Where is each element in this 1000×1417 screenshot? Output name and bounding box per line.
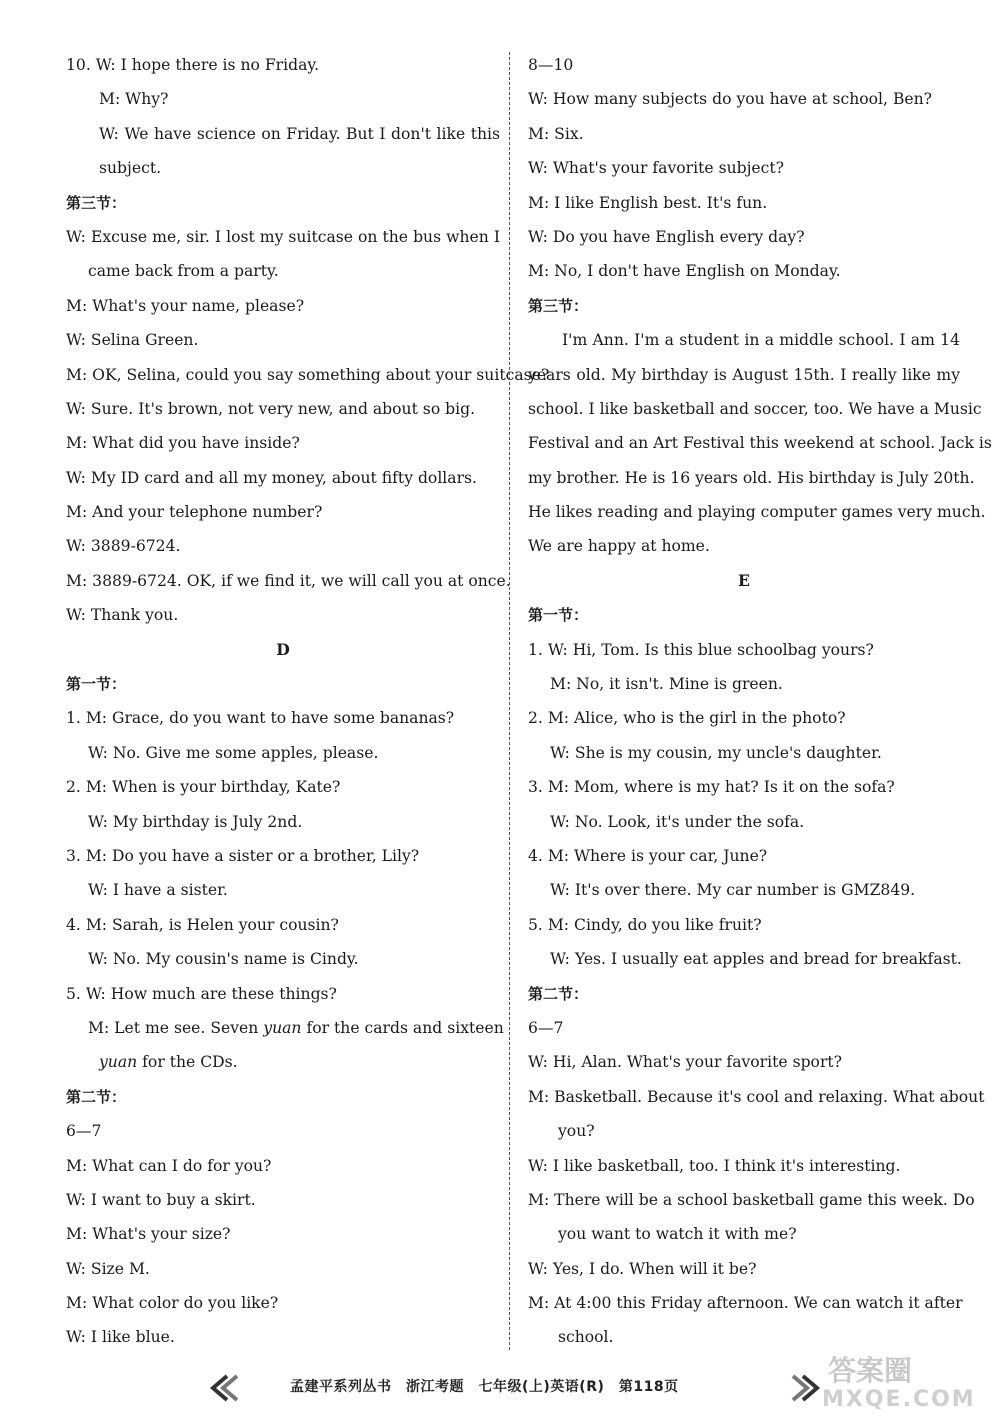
watermark-text: MXQE.COM [822, 1387, 976, 1412]
footer-text: 孟建平系列丛书 浙江考题 七年级(上)英语(R) 第118页 [290, 1379, 679, 1395]
text-line: you want to watch it with me? [558, 1225, 797, 1244]
text-line: W: Size M. [66, 1259, 150, 1278]
text-line: We are happy at home. [528, 537, 710, 556]
text-line: 1. M: Grace, do you want to have some bananas? [66, 709, 455, 728]
text-line: M: Why? [99, 90, 169, 109]
text-line: 8—10 [528, 56, 574, 74]
text-line: 5. M: Cindy, do you like fruit? [528, 915, 762, 934]
text-line: He likes reading and playing computer games very much. [528, 503, 986, 522]
text-line: W: Thank you. [66, 606, 179, 625]
text-line: W: We have science on Friday. But I don't like this [99, 124, 500, 143]
section-heading: 第二节： [528, 984, 589, 1003]
text-line: M: What's your size? [66, 1225, 231, 1244]
text-line: M: What can I do for you? [66, 1156, 272, 1175]
text-line: school. I like basketball and soccer, too. We have a Music [528, 399, 982, 418]
text-line: W: I like basketball, too. I think it's interesting. [528, 1156, 901, 1175]
section-heading: 第一节： [66, 675, 127, 694]
text-line: 6—7 [66, 1122, 102, 1141]
text-line: W: Yes. I usually eat apples and bread for breakfast. [550, 950, 962, 969]
text-line: M: There will be a school basketball game this week. Do [528, 1190, 975, 1209]
watermark-logo [808, 1350, 988, 1412]
text-line: you? [558, 1122, 595, 1141]
text-line: W: I want to buy a skirt. [66, 1190, 256, 1209]
text-line: W: What's your favorite subject? [528, 159, 785, 178]
section-heading: 第二节： [66, 1087, 127, 1106]
text-line: W: Excuse me, sir. I lost my suitcase on the bus when I [66, 227, 500, 246]
column-divider [509, 52, 510, 1350]
text-line: I'm Ann. I'm a student in a middle school. I am 14 [562, 331, 960, 350]
text-line: M: At 4:00 this Friday afternoon. We can watch it after [528, 1294, 963, 1313]
text-line: M: No, it isn't. Mine is green. [550, 675, 783, 694]
text-line: W: Selina Green. [66, 331, 199, 350]
right-column [528, 48, 992, 1355]
text-line: W: Do you have English every day? [528, 227, 805, 246]
text-line: 6—7 [528, 1018, 564, 1037]
text-line: W: No. Look, it's under the sofa. [550, 812, 805, 831]
text-line: W: No. My cousin's name is Cindy. [88, 950, 359, 969]
section-heading: 第一节： [528, 606, 589, 625]
text-line: subject. [99, 159, 162, 178]
text-line: 10. W: I hope there is no Friday. [66, 56, 320, 74]
text-line: W: Yes, I do. When will it be? [528, 1259, 757, 1278]
text-line: M: Basketball. Because it's cool and relaxing. What about [528, 1087, 985, 1106]
text-line: M: OK, Selina, could you say something about your suitcase? [66, 365, 550, 384]
text-line: W: It's over there. My car number is GMZ849. [550, 881, 916, 900]
text-line: W: How many subjects do you have at school, Ben? [528, 90, 933, 109]
text-line: school. [558, 1328, 614, 1347]
chevron-left-icon [205, 1374, 245, 1402]
text-line: years old. My birthday is August 15th. I really like my [528, 365, 960, 384]
text-line: W: I have a sister. [88, 881, 228, 900]
text-line: M: What's your name, please? [66, 296, 305, 315]
text-line: M: What did you have inside? [66, 434, 300, 453]
text-line: M: Let me see. Seven yuan for the cards and sixteen [88, 1018, 504, 1037]
left-column [66, 48, 550, 1355]
text-line: 1. W: Hi, Tom. Is this blue schoolbag yours? [528, 640, 874, 659]
text-line: 4. M: Where is your car, June? [528, 846, 768, 865]
part-title: E [738, 570, 750, 590]
text-line: W: I like blue. [66, 1328, 175, 1347]
text-line: yuan for the CDs. [99, 1053, 238, 1072]
text-line: W: No. Give me some apples, please. [88, 743, 379, 762]
text-line: 3. M: Mom, where is my hat? Is it on the sofa? [528, 778, 895, 797]
text-line: W: 3889-6724. [66, 537, 181, 556]
section-heading: 第三节： [528, 296, 589, 315]
watermark-logo-text: 答案圈 [828, 1354, 913, 1387]
text-line: came back from a party. [88, 262, 279, 281]
section-heading: 第三节： [66, 193, 127, 212]
text-line: W: Hi, Alan. What's your favorite sport? [528, 1053, 843, 1072]
text-line: W: My ID card and all my money, about fifty dollars. [66, 468, 478, 487]
text-line: W: She is my cousin, my uncle's daughter. [550, 743, 882, 762]
text-line: M: I like English best. It's fun. [528, 193, 768, 212]
text-line: 4. M: Sarah, is Helen your cousin? [66, 915, 339, 934]
text-line: W: Sure. It's brown, not very new, and about so big. [66, 399, 476, 418]
text-line: 3. M: Do you have a sister or a brother, Lily? [66, 846, 420, 865]
text-line: 2. M: When is your birthday, Kate? [66, 778, 341, 797]
text-line: M: What color do you like? [66, 1294, 279, 1313]
text-line: my brother. He is 16 years old. His birthday is July 20th. [528, 468, 975, 487]
text-line: M: No, I don't have English on Monday. [528, 262, 841, 281]
text-line: M: And your telephone number? [66, 503, 323, 522]
text-line: 2. M: Alice, who is the girl in the photo? [528, 709, 846, 728]
text-line: M: 3889-6724. OK, if we find it, we will call you at once. [66, 571, 511, 590]
part-title: D [276, 639, 290, 659]
text-line: Festival and an Art Festival this weekend at school. Jack is [528, 434, 992, 453]
text-line: W: My birthday is July 2nd. [88, 812, 303, 831]
text-line: M: Six. [528, 124, 584, 143]
text-line: 5. W: How much are these things? [66, 984, 337, 1003]
